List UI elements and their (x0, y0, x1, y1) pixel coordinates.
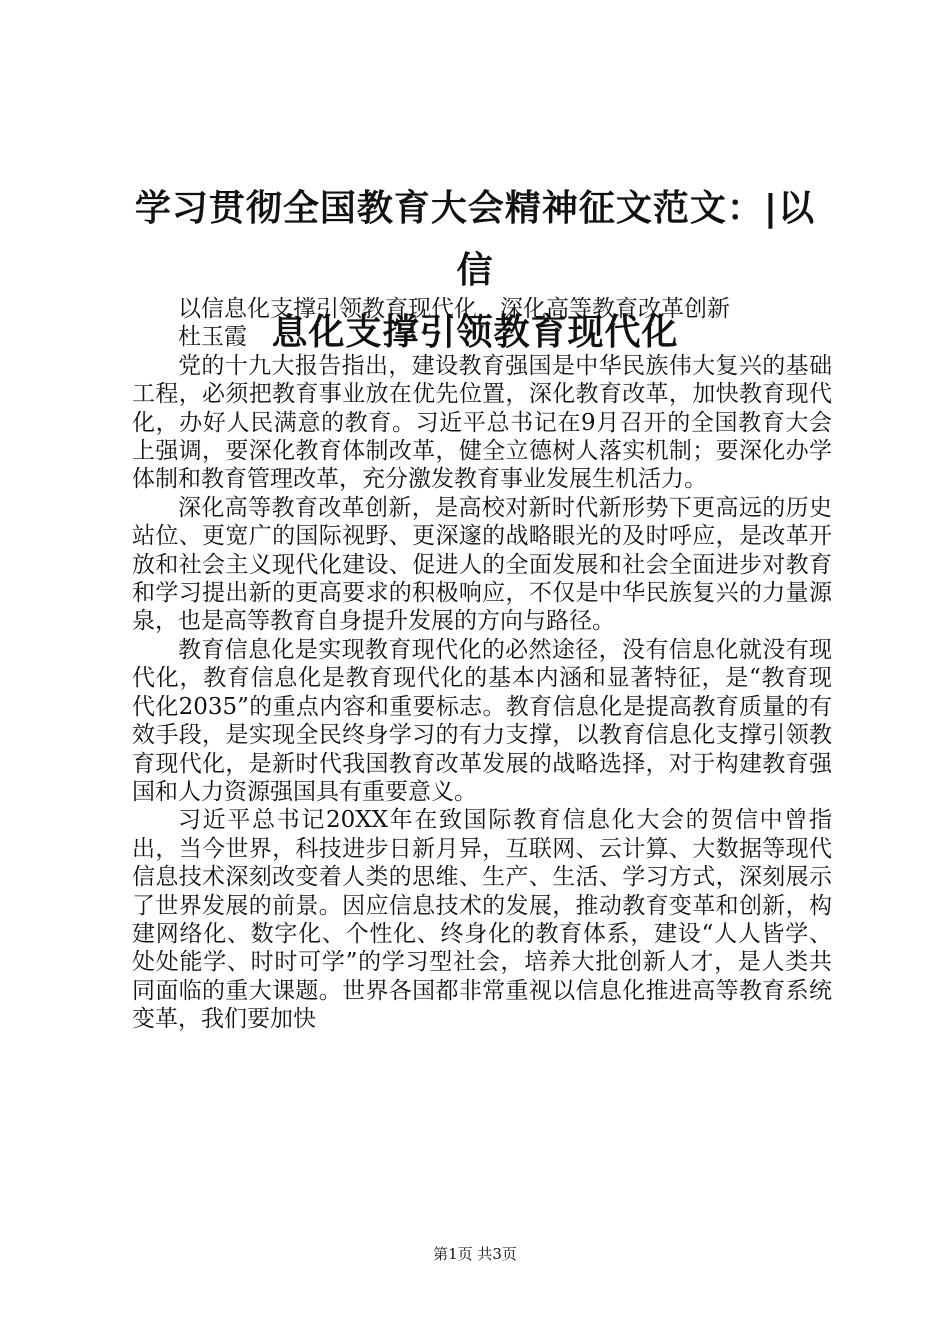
title-line-1: 学习贯彻全国教育大会精神征文范文：|以信 (134, 188, 816, 291)
page-number-footer: 第1页 共3页 (433, 1245, 517, 1263)
paragraph: 教育信息化是实现教育现代化的必然途径，没有信息化就没有现代化，教育信息化是教育现代化的基本内涵和显著特征，是“教育现代化2035”的重点内容和重要标志。教育信息化是提高教育质量的有效手段，是实现全民终身学习的有力支撑，以教育信息化支撑引领教育现代化，是新时代我国教育改革发展的战略选择，对于构建教育强国和人力资源强国具有重要意义。 (132, 636, 832, 805)
paragraph: 深化高等教育改革创新，是高校对新时代新形势下更高远的历史站位、更宽广的国际视野、更深邃的战略眼光的及时呼应，是改革开放和社会主义现代化建设、促进人的全面发展和社会全面进步对教育和学习提出新的更高要求的积极响应，不仅是中华民族复兴的力量源泉，也是高等教育自身提升发展的方向与路径。 (132, 494, 832, 635)
subtitle: 以信息化支撑引领教育现代化，深化高等教育改革创新 (178, 296, 730, 322)
document-body (132, 295, 832, 1034)
author: 杜玉霞 (178, 324, 247, 351)
paragraph: 习近平总书记20XX年在致国际教育信息化大会的贺信中曾指出，当今世界，科技进步日新月异，互联网、云计算、大数据等现代信息技术深刻改变着人类的思维、生产、生活、学习方式，深刻展示了世界发展的前景。因应信息技术的发展，推动教育变革和创新，构建网络化、数字化、个性化、终身化的教育体系，建设“人人皆学、处处能学、时时可学”的学习型社会，培养大批创新人才，是人类共同面临的重大课题。世界各国都非常重视以信息化推进高等教育系统变革，我们要加快 (132, 807, 832, 1033)
paragraph: 党的十九大报告指出，建设教育强国是中华民族伟大复兴的基础工程，必须把教育事业放在优先位置，深化教育改革，加快教育现代化，办好人民满意的教育。习近平总书记在9月召开的全国教育大会上强调，要深化教育体制改革，健全立德树人落实机制；要深化办学体制和教育管理改革，充分激发教育事业发展生机活力。 (132, 352, 832, 493)
title-line-2: 息化支撑引领教育现代化 (271, 312, 679, 353)
